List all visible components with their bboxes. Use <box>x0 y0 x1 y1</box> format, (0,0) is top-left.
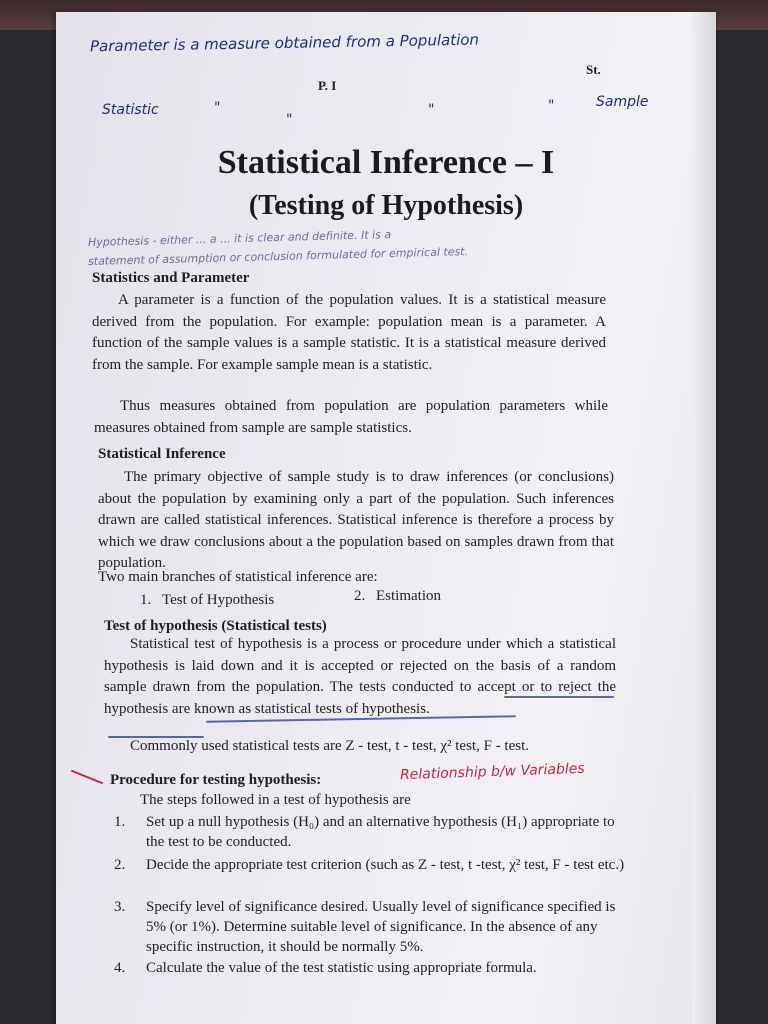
list-item-step: 4. Calculate the value of the test statistic using appropriate formula. <box>114 960 537 976</box>
red-check-mark <box>71 770 103 785</box>
list-item: 2. Estimation <box>354 588 441 604</box>
pen-underline <box>108 736 204 738</box>
ditto-mark: " <box>548 98 555 114</box>
ditto-mark: " <box>286 112 293 128</box>
paragraph: Thus measures obtained from population are population parameters while measures obtained from sample are sample statistics. <box>94 398 608 436</box>
handwritten-note-hypothesis: Hypothesis - either ... a ... it is clear and definite. It is a <box>87 228 392 249</box>
list-item: 1. Test of Hypothesis <box>140 592 275 608</box>
list-item-step: 2. Decide the appropriate test criterion (such as Z - test, t -test, χ² test, F - test etc.) <box>114 857 625 873</box>
handwritten-note-parameter: Parameter is a measure obtained from a Population <box>89 30 480 56</box>
paragraph: The steps followed in a test of hypothesis are <box>140 792 411 808</box>
section-heading-statistical-inference: Statistical Inference <box>98 446 226 462</box>
paragraph: Two main branches of statistical inference are: <box>98 569 378 585</box>
handwritten-note-hypothesis-2: statement of assumption or conclusion formulated for empirical test. <box>87 245 469 268</box>
pen-underline <box>504 696 614 698</box>
handwritten-note-statistic: Statistic <box>102 102 159 118</box>
paragraph: The primary objective of sample study is to draw inferences (or conclusions) about the population by examining only a part of the population. Such inferences drawn are called statistical inferences. Statistical inference is therefore a process by which we draw conclusions about a the population based on samples drawn from that population. <box>98 469 614 571</box>
page-marker: P. I <box>318 78 337 93</box>
paragraph: Statistical test of hypothesis is a process or procedure under which a statistical hypothesis is laid down and it is accepted or rejected on the basis of a random sample drawn from the population. The tests conducted to accept or to reject the hypothesis are known as statistical tests of hypothesis. <box>104 636 616 717</box>
ditto-mark: " <box>428 102 435 118</box>
paragraph: Commonly used statistical tests are Z - test, t - test, χ² test, F - test. <box>130 738 530 754</box>
page-title: Statistical Inference – I <box>217 144 555 181</box>
list-item-step: 3. Specify level of significance desired. Usually level of significance specified is 5% (or 1%). Determine suitable level of significance. In the absence of any specific instruction, it should be normally 5%. <box>114 899 616 955</box>
section-heading-test-of-hypothesis: Test of hypothesis (Statistical tests) <box>104 618 327 634</box>
list-item-step: 1. Set up a null hypothesis (H₀) and an alternative hypothesis (H₁) appropriate to the test to be conducted. <box>114 814 615 850</box>
paragraph: A parameter is a function of the population values. It is a statistical measure derived from the population. For example: population mean is a parameter. A function of the sample values is a sample statistic. It is a statistical measure derived from the sample. For example sample mean is a statistic. <box>92 292 606 373</box>
section-heading-procedure: Procedure for testing hypothesis: <box>110 772 322 788</box>
handwritten-note-sample: Sample <box>596 94 649 110</box>
st-label: St. <box>586 62 601 77</box>
page-subtitle: (Testing of Hypothesis) <box>248 190 524 221</box>
ditto-mark: " <box>214 100 221 116</box>
section-heading-statistics-parameter: Statistics and Parameter <box>92 270 250 286</box>
book-page <box>56 12 716 1024</box>
handwritten-note-relationship: Relationship b/w Variables <box>399 760 585 784</box>
